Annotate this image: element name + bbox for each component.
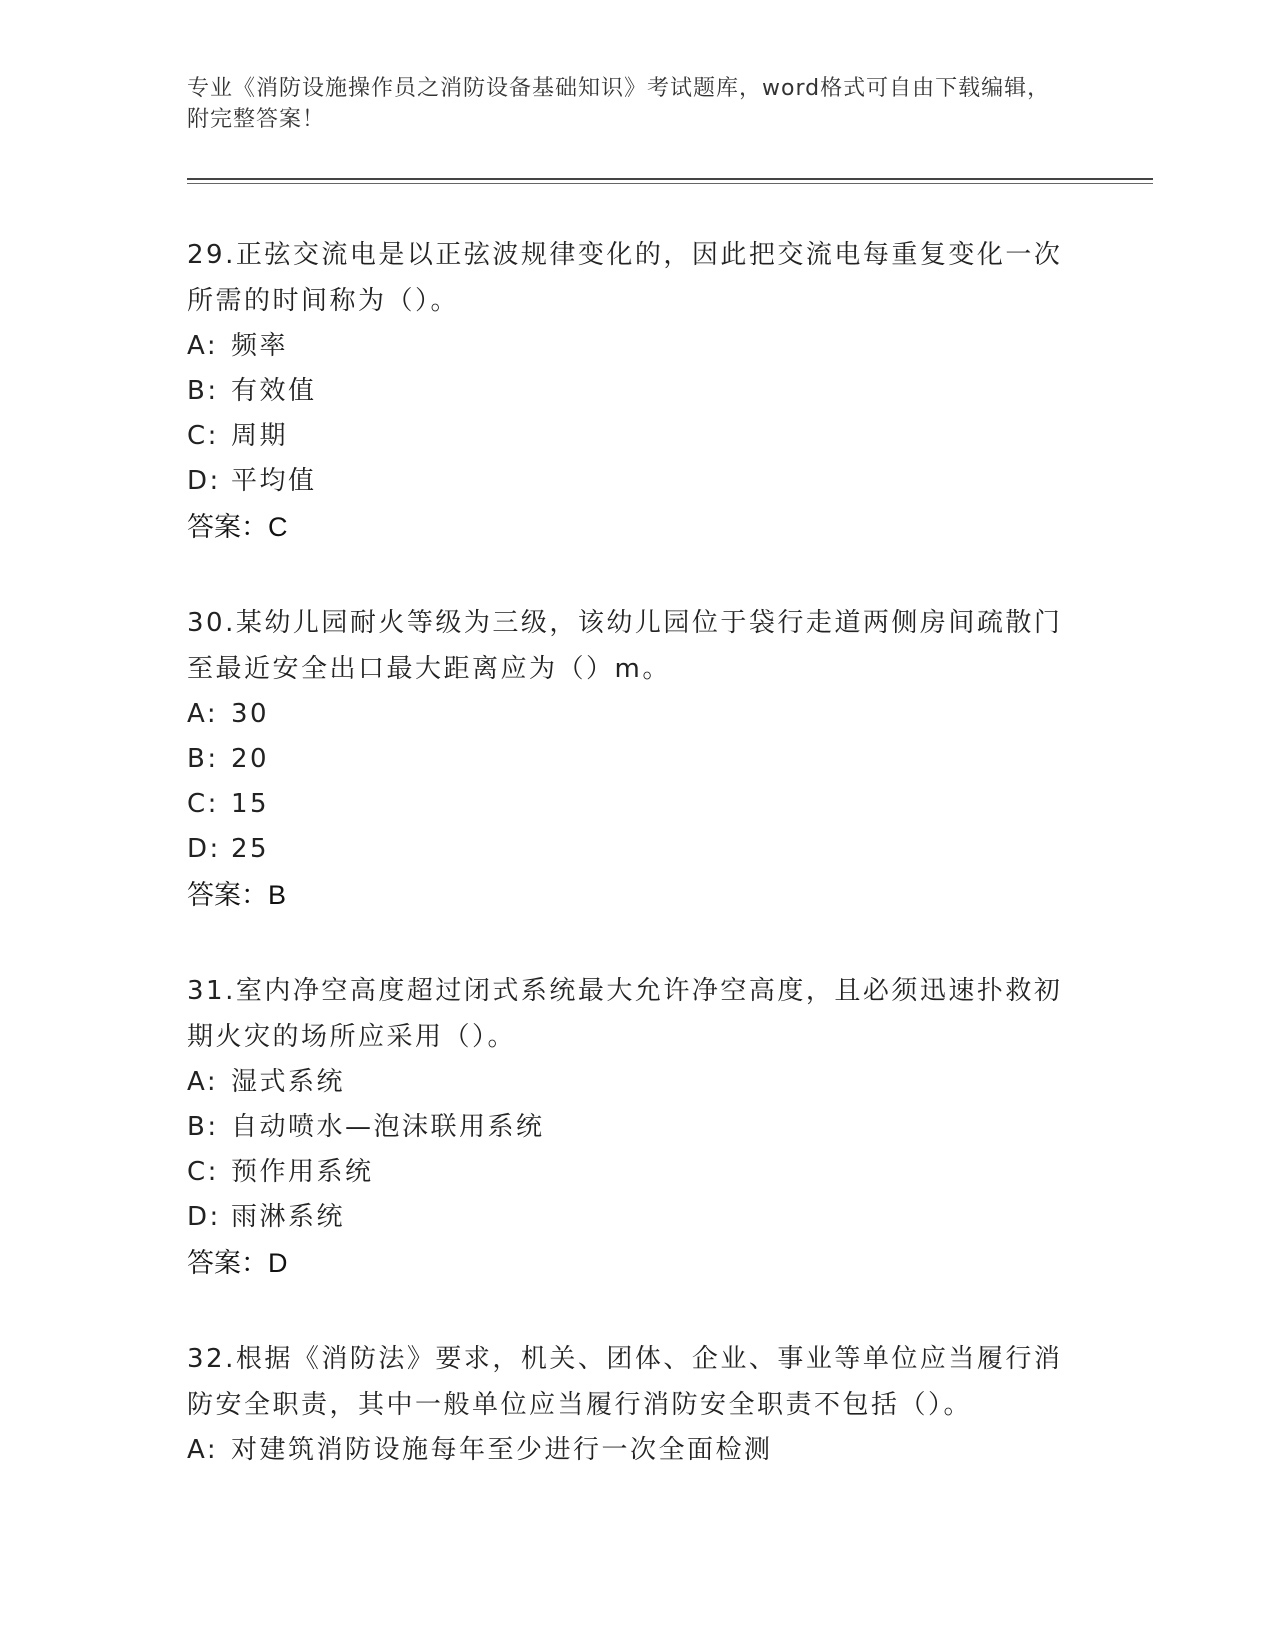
option-text: 20: [231, 744, 270, 774]
question-text: 29.正弦交流电是以正弦波规律变化的，因此把交流电每重复变化一次所需的时间称为（）。: [187, 240, 1063, 316]
option-d: [187, 459, 1087, 504]
answer-line: 答案：D: [187, 1248, 288, 1278]
option-c: [187, 782, 1087, 827]
question-31: [187, 968, 1087, 1286]
option-text: 湿式系统: [231, 1067, 346, 1097]
option-letter: C:: [187, 1157, 219, 1187]
option-letter: A:: [187, 699, 219, 729]
option-c: [187, 414, 1087, 459]
header-divider-thin: [187, 183, 1153, 184]
question-text: 32.根据《消防法》要求，机关、团体、企业、事业等单位应当履行消防安全职责，其中一般单位应当履行消防安全职责不包括（）。: [187, 1344, 1063, 1420]
question-30: [187, 600, 1087, 918]
option-d: [187, 827, 1087, 872]
option-b: [187, 369, 1087, 414]
option-text: 15: [231, 789, 270, 819]
option-letter: B:: [187, 376, 219, 406]
option-a: [187, 324, 1087, 369]
option-letter: A:: [187, 331, 219, 361]
option-b: [187, 737, 1087, 782]
option-b: [187, 1105, 1087, 1150]
answer-line: 答案：C: [187, 512, 288, 542]
option-letter: A:: [187, 1067, 219, 1097]
option-text: 频率: [231, 331, 289, 361]
option-a: [187, 692, 1087, 737]
option-letter: D:: [187, 466, 221, 496]
question-text: 30.某幼儿园耐火等级为三级，该幼儿园位于袋行走道两侧房间疏散门至最近安全出口最大距离应为（）m。: [187, 608, 1063, 684]
option-letter: A:: [187, 1435, 219, 1465]
option-letter: C:: [187, 789, 219, 819]
document-header: 专业《消防设施操作员之消防设备基础知识》考试题库，word格式可自由下载编辑，附完整答案！: [187, 76, 1051, 132]
option-text: 25: [231, 834, 270, 864]
option-text: 对建筑消防设施每年至少进行一次全面检测: [231, 1435, 773, 1465]
option-letter: B:: [187, 1112, 219, 1142]
option-letter: D:: [187, 834, 221, 864]
option-text: 预作用系统: [231, 1157, 374, 1187]
question-29: [187, 232, 1087, 550]
option-a: [187, 1428, 1087, 1473]
option-c: [187, 1150, 1087, 1195]
option-letter: B:: [187, 744, 219, 774]
answer-line: 答案：B: [187, 880, 287, 910]
option-a: [187, 1060, 1087, 1105]
option-text: 雨淋系统: [231, 1202, 346, 1232]
header-divider-thick: [187, 178, 1153, 180]
question-text: 31.室内净空高度超过闭式系统最大允许净空高度，且必须迅速扑救初期火灾的场所应采用（）。: [187, 976, 1063, 1052]
option-letter: C:: [187, 421, 219, 451]
question-list: [187, 232, 1087, 1523]
option-text: 30: [231, 699, 270, 729]
option-letter: D:: [187, 1202, 221, 1232]
option-text: 自动喷水—泡沫联用系统: [231, 1112, 545, 1142]
option-d: [187, 1195, 1087, 1240]
question-32: [187, 1336, 1087, 1473]
option-text: 平均值: [231, 466, 317, 496]
option-text: 周期: [231, 421, 289, 451]
option-text: 有效值: [231, 376, 317, 406]
